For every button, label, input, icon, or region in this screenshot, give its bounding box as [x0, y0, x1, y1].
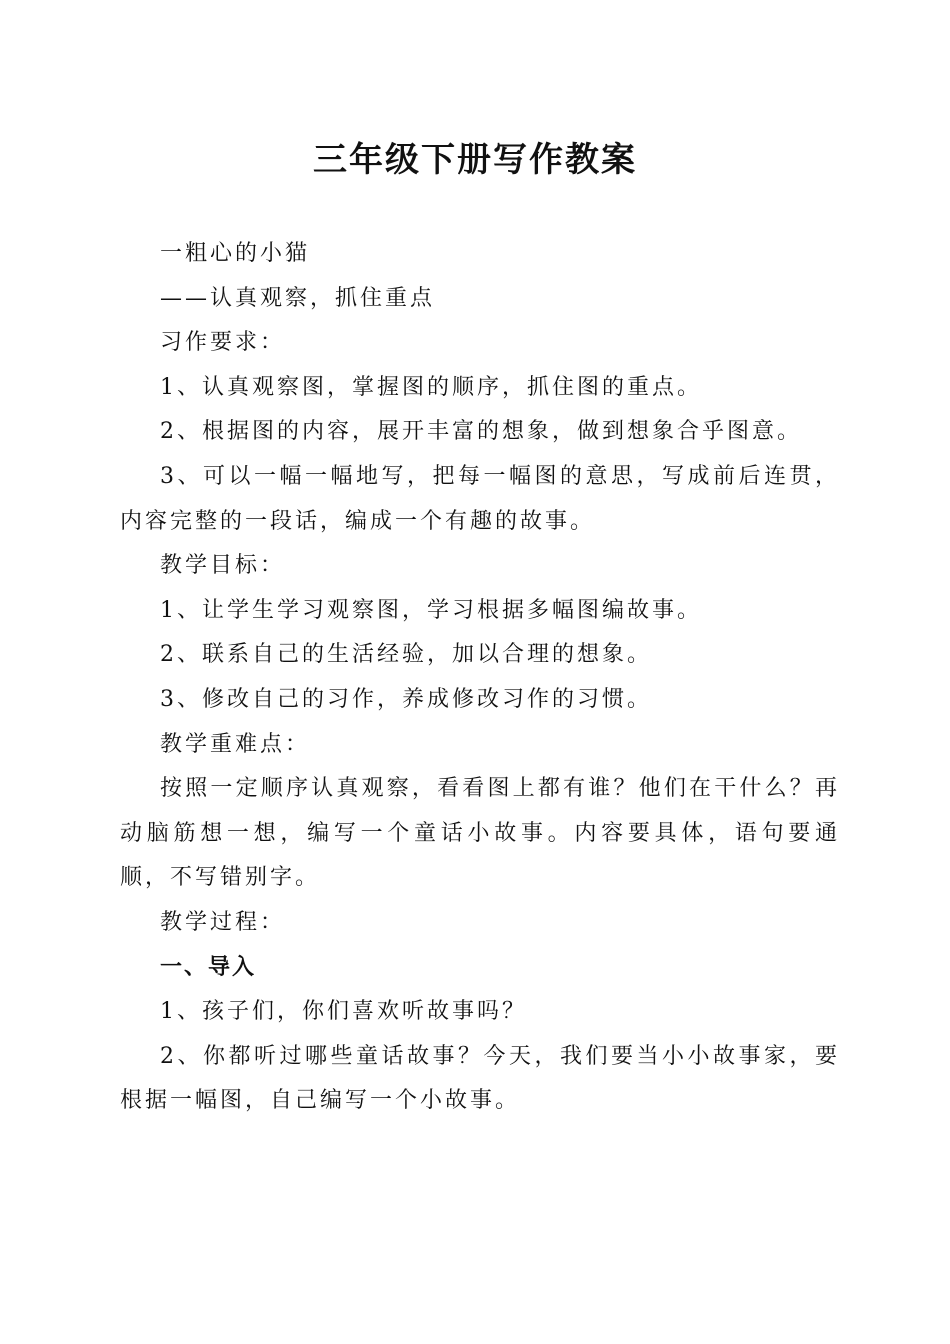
lesson-theme: ——认真观察，抓住重点: [160, 285, 436, 311]
key-points-paragraph: 按照一定顺序认真观察，看看图上都有谁？他们在干什么？再动脑筋想一想，编写一个童话小故事。内容要具体，语句要通顺，不写错别字。: [120, 776, 840, 891]
requirement-item: 3、可以一幅一幅地写，把每一幅图的意思，写成前后连贯，内容完整的一段话，编成一个有趣的故事。: [120, 463, 840, 534]
lesson-subtitle: 一粗心的小猫: [160, 241, 311, 266]
section-heading-requirements: 习作要求：: [160, 330, 286, 356]
document-title: 三年级下册写作教案: [313, 140, 637, 180]
introduction-item: 1、孩子们，你们喜欢听故事吗？: [160, 999, 527, 1025]
goal-item: 1、让学生学习观察图，学习根据多幅图编故事。: [160, 597, 702, 623]
section-heading-goals: 教学目标：: [160, 553, 286, 579]
goal-item: 2、联系自己的生活经验，加以合理的想象。: [160, 642, 652, 668]
document-body: [120, 232, 840, 1124]
requirement-item: 1、认真观察图，掌握图的顺序，抓住图的重点。: [160, 374, 702, 400]
goal-item: 3、修改自己的习作，养成修改习作的习惯。: [160, 686, 652, 712]
section-heading-process: 教学过程：: [160, 909, 286, 935]
introduction-item: 2、你都听过哪些童话故事？今天，我们要当小小故事家，要根据一幅图，自己编写一个小故事。: [120, 1043, 840, 1114]
step-heading-introduction: 一、导入: [160, 954, 257, 980]
section-heading-key-points: 教学重难点：: [160, 731, 311, 757]
requirement-item: 2、根据图的内容，展开丰富的想象，做到想象合乎图意。: [160, 419, 802, 445]
